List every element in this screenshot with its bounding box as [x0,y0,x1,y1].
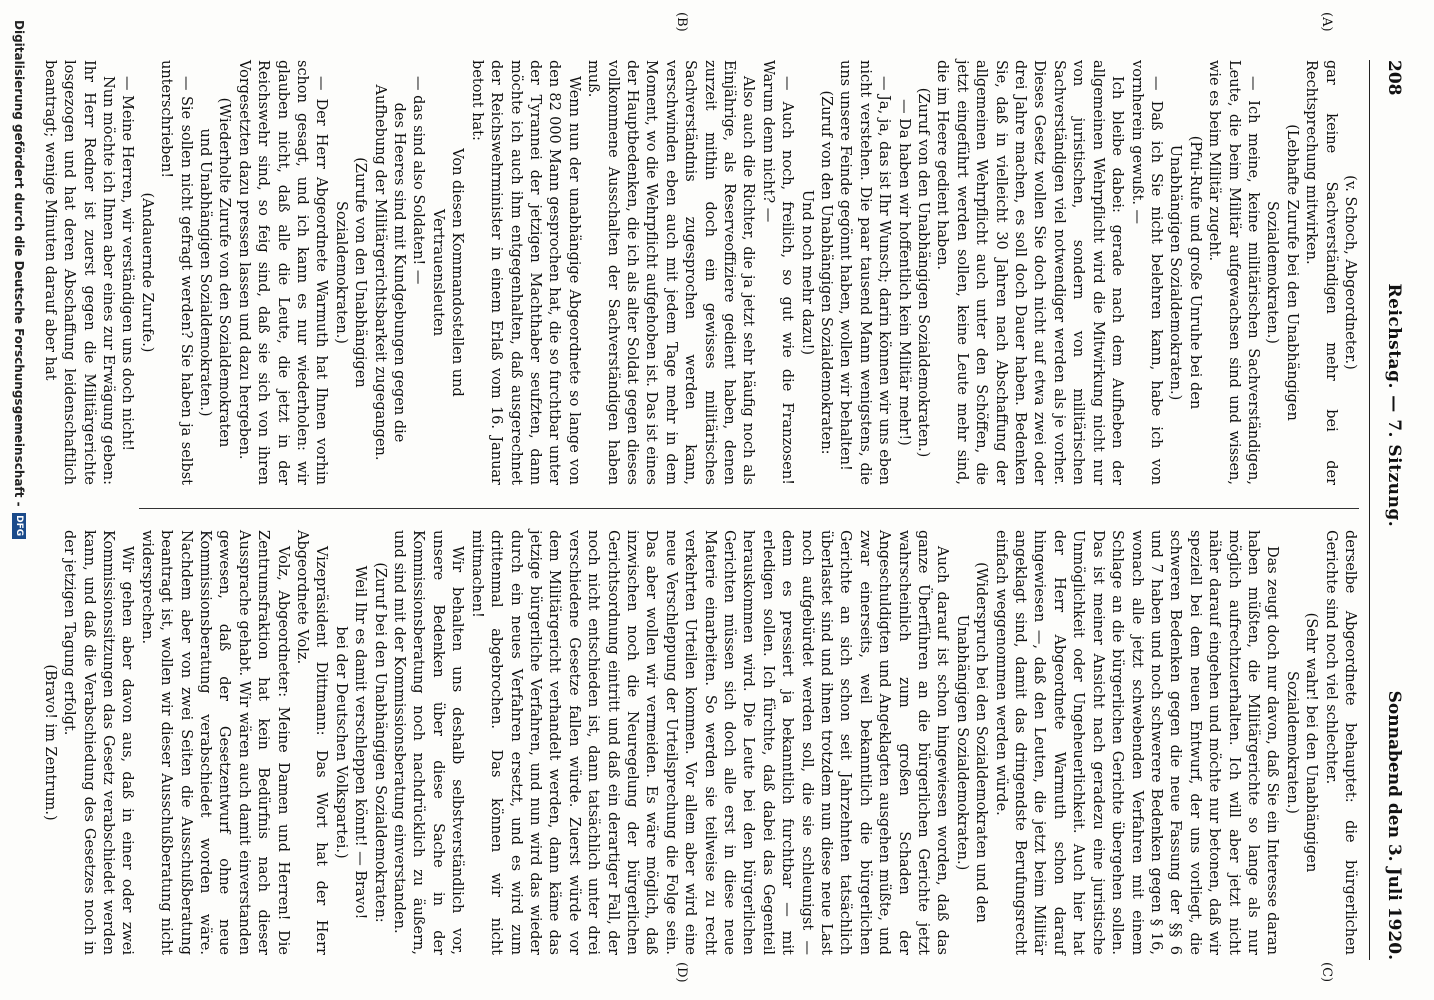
paragraph: Von diesen Kommandostellen und Vertrauensleuten [429,148,466,397]
paragraph: Wenn nun der unabhängige Abgeordnete so lange von den 82 000 Mann gesprochen hat, die so furchtbar unter der Tyrannei der jetzigen Machthaber seufzten, dann möchte ich auch ihm entgegenhalten, daß ausgerechnet der Reichswehrminister in einem Erlaß vom 16. Januar betont hat: [468,60,582,485]
paragraph: Also auch die Richter, die ja jetzt sehr häufig noch als Einjährige, als Reserveoffiziere gedient haben, denen zurzeit mithin doch ein gewisses militärisches Sachverständnis zugesprochen werden kann, verschwinden eben auch mit jedem Tage mehr in dem Moment, wo die Wehrpflicht aufgehoben ist. Das ist eines der Hauptbedenken, die ich als alter Soldat gegen dieses vollkommene Ausschalten der Sachverständigen haben muß. [585,60,757,485]
paragraph: Ich bleibe dabei: gerade nach dem Aufheben der allgemeinen Wehrpflicht wird die Mitwirkung nicht nur von juristischen, sondern von militärischen Sachverständigen viel notwendiger werden als je vorher. Dieses Gesetz wollen Sie doch nicht auf etwa zwei oder drei Jahre machen, es soll doch Dauer haben. Bedenken Sie, daß in vielleicht 30 Jahren nach Abschaffung der allgemeinen Wehrpflicht auch unter den Schöffen, die jetzt eingeführt werden sollen, keine Leute mehr sind, die im Heere gedient haben. [934,60,1126,485]
paragraph: Wir gehen aber davon aus, daß in einer oder zwei Kommissionssitzungen das Gesetz verabschiedet werden kann, und daß die Verabschiedung des Gesetzes noch in der jetzigen Tagung erfolgt. [61,530,136,955]
margin-mark-a: (A) [1319,12,1334,32]
paragraph: (Zuruf bei den Unabhängigen Sozialdemokraten: Weil Ihr es damit verschleppen könnt! — Bravo! bei der Deutschen Volkspartei.) [332,562,388,923]
paragraph: (Wiederholte Zurufe von den Sozialdemokraten und Unabhängigen Sozialdemokraten.) [197,97,233,448]
paragraph: Das zeugt doch nur davon, daß Sie ein Interesse daran haben müßten, die Militärgerichte so lange als nur möglich aufrechtzuerhalten. Ich will aber jetzt nicht näher darauf eingehen und möchte nur betonen, daß wir speziell bei dem neuen Entwurf, der uns vorliegt, die schweren Bedenken gegen die neue Fassung der §§ 6 und 7 haben und noch schwerere Bedenken gegen § 16, wonach alle jetzt schwebenden Verfahren mit einem Schlage an die bürgerlichen Gerichte übergehen sollen. Das ist meiner Ansicht nach geradezu eine juristische Unmöglichkeit oder Ungeheuerlichkeit. Auch hier hat der Herr Abgeordnete Warmuth schon darauf hingewiesen —, daß den Leuten, die jetzt beim Militär angeklagt sind, damit das dringendste Berufungsrecht einfach weggenommen werden würde. [992,530,1281,955]
paragraph: — das sind also Soldaten! — [410,76,427,285]
paragraph: (Lebhafte Zurufe bei den Unabhängigen Sozialdemokraten.) [1264,124,1300,421]
paragraph: Auch darauf ist schon hingewiesen worden, daß das ganze Überführen an die bürgerlichen Gerichte jetzt wahrscheinlich zum großen Schaden der Angeschuldigten und Angeklagten ausgehen müßte, und zwar einerseits, weil bekanntlich die bürgerlichen Gerichte an sich schon seit Jahrzehnten tatsächlich überlastet sind und ihnen trotzdem nun diese neue Last noch aufgebürdet werden soll, die sie schleunigst — denn es pressiert ja bekanntlich furchtbar — mit erledigen sollen. Ich fürchte, daß dabei das Gegenteil herauskommen wird. Die Leute bei den bürgerlichen Gerichten müssen sich doch alle erst in diese neue Materie einarbeiten. So werden sie teilweise zu recht verkehrten Urteilen kommen. Vor allem aber wird eine neue Verschleppung der Urteilsprechung die Folge sein. Das aber wollen wir vermeiden. Es wäre möglich, daß inzwischen noch die Neuregelung der bürgerlichen Gerichtsordnung eintritt und daß ein derartiger Fall, der noch nicht entschieden ist, dann tatsächlich unter drei verschiedene Gesetze fallen würde. Zuerst würde vor dem Militärgericht verhandelt werden, dann käme das jetzige bürgerliche Verfahren, und nun wird das wieder durch ein neues Verfahren ersetzt, und es wird zum drittenmal abgebrochen. Das können wir nicht mitmachen! [468,530,951,955]
margin-mark-b: (B) [674,12,689,32]
page-header [1374,60,1414,960]
paragraph: Volz, Abgeordneter: Meine Damen und Herren! Die Zentrumsfraktion hat kein Bedürfnis nach dieser Aussprache gehabt. Wir wären auch damit einverstanden gewesen, daß der Gesetzentwurf ohne neue Kommissionsberatung verabschiedet worden wäre. Nachdem aber von zwei Seiten die Ausschußberatung beantragt ist, wollen wir dieser Ausschußberatung nicht widersprechen. [138,530,291,955]
margin-mark-c: (C) [1319,962,1334,983]
right-column [41,530,1359,955]
header-rule [1369,60,1370,960]
paragraph: gar keine Sachverständigen mehr bei der Rechtsprechung mitwirken. [1303,60,1339,485]
credit-text: Digitalisierung gefördert durch die Deutsche Forschungsgemeinschaft - [12,20,26,507]
paragraph: Nun möchte ich Ihnen aber eines zur Erwägung geben: Ihr Herr Redner ist zuerst gegen die Militärgerichte losgezogen und hat deren Abschaffung leidenschaftlich beantragt; wenige Minuten darauf aber hat [41,60,116,485]
session-date: Sonnabend den 3. Juli 1920. [1384,690,1404,960]
paragraph: (Zuruf von den Unabhängigen Sozialdemokraten.) [915,87,932,458]
paragraph: — Ich meine, keine militärischen Sachverständigen, Leute, die beim Militär aufgewachsen sind und wissen, wie es beim Militär zugeht. [1206,60,1261,485]
dfg-logo: DFG [12,513,26,539]
digitization-credit [12,20,26,980]
paragraph: (Pfui-Rufe und große Unruhe bei den Unabhängigen Sozialdemokraten.) [1167,135,1203,410]
column-divider [139,508,1359,509]
page-title: Reichstag. — 7. Sitzung. [1384,283,1404,528]
paragraph: — Da haben wir hoffentlich kein Militär mehr!) [895,99,912,446]
margin-mark-d: (D) [674,962,689,983]
paragraph: derselbe Abgeordnete behauptet: die bürgerlichen Gerichte sind noch viel schlechter. [1322,530,1358,955]
paragraph: — Ja, ja, das ist Ihr Wunsch; darin können wir uns eben nicht verstehen. Die paar tausend Mann wenigstens, die uns unsere Feinde gegönnt haben, wollen wir behalten! [837,60,893,485]
paragraph: (v. Schoch, Abgeordneter.) [1342,175,1358,370]
paragraph: Vizepräsident Dittmann: Das Wort hat der Herr Abgeordnete Volz. [294,530,330,955]
paragraph: — Meine Herren, wir verständigen uns doch nicht! [119,76,136,452]
left-column [41,60,1359,485]
paragraph: — Auch noch, freilich, so gut wie die Franzosen! Warum denn nicht? — [759,60,796,485]
paragraph: Wir behalten uns deshalb selbstverständlich vor, unsere Bedenken über diese Sache in der Kommissionsberatung noch nachdrücklich zu äußern, und sind mit der Kommissionsberatung einverstanden. [391,530,466,955]
paragraph: (Bravo! im Zentrum.) [41,664,58,821]
paragraph: des Heeres sind mit Kundgebungen gegen die Aufhebung der Militärgerichtsbarkeit zugegangen. [371,84,408,461]
paragraph: (Sehr wahr! bei den Unabhängigen Sozialdemokraten.) [1283,612,1320,873]
paragraph: — Sie sollen nicht gefragt werden? Sie haben ja selbst unterschrieben! [158,60,194,485]
paragraph: — Der Herr Abgeordnete Warmuth hat Ihnen vorhin schon gesagt, und ich kann es nur wiederholen: wir glauben nicht, daß alle die Leute, die jetzt in der Reichswehr sind, so feig sind, daß sie sich von ihren Vorgesetzten dazu pressen lassen und dazu hergeben. [235,60,330,485]
paragraph: (Widerspruch bei den Sozialdemokraten und den Unabhängigen Sozialdemokraten.) [953,562,990,923]
page-number: 208 [1384,60,1404,96]
paragraph: — Daß ich Sie nicht belehren kann, habe ich von vornherein gewußt. — [1128,60,1164,485]
paragraph: (Andauernde Zurufe.) [138,192,155,353]
paragraph: (Zurufe von den Unabhängigen Sozialdemokraten.) [332,157,369,388]
paragraph: (Zuruf von den Unabhängigen Sozialdemokraten: Und noch mehr dazu!) [798,90,835,455]
